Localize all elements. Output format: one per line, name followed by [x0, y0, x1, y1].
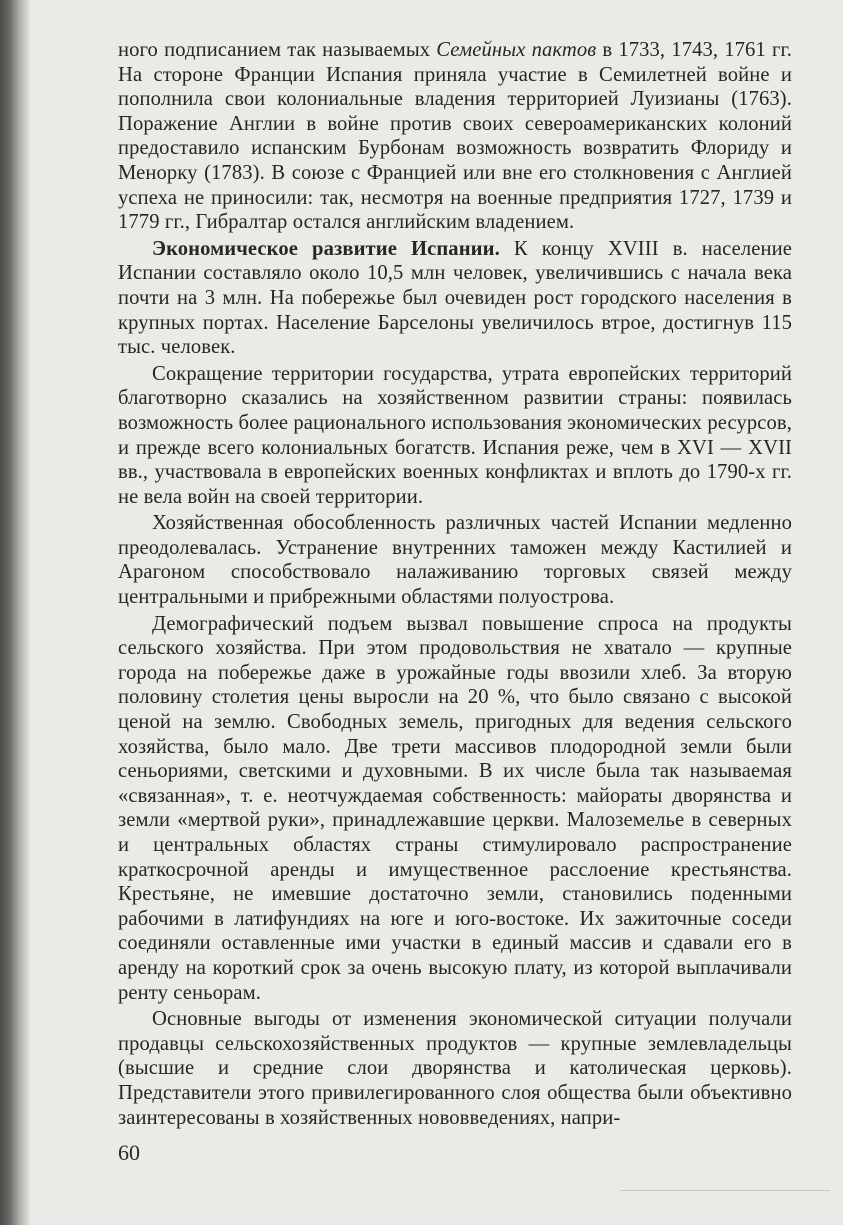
text-segment: Основные выгоды от изменения экономической ситуации получали продавцы сельскохозяйственных продуктов — крупные землевладельцы (высшие и средние слои дворянства и католическая церковь). Представители этого привилегированного слоя общества были объективно заинтересованы в хозяйственных нововведениях, напри- [118, 1008, 792, 1129]
paragraph-1 [118, 38, 792, 235]
paragraph-2 [118, 237, 792, 360]
text-segment: Демографический подъем вызвал повышение спроса на продукты сельского хозяйства. При этом продовольствия не хватало — крупные города на побережье даже в урожайные годы ввозили хлеб. За вторую половину столетия цены выросли на 20 %, что было связано с высокой ценой на землю. Свободных земель, пригодных для ведения сельского хозяйства, было мало. Две трети массивов плодородной земли были сеньориями, светскими и духовными. В их числе была так называемая «связанная», т. е. неотчуждаемая собственность: майораты дворянства и земли «мертвой руки», принадлежавшие церкви. Малоземелье в северных и центральных областях страны стимулировало распространение краткосрочной аренды и имущественное расслоение крестьянства. Крестьяне, не имевшие достаточно земли, становились поденными рабочими в латифундиях на юге и юго-востоке. Их зажиточные соседи соединяли оставленные ими участки в единый массив и сдавали его в аренду на короткий срок за очень высокую плату, из которой выплачивали ренту сеньорам. [118, 612, 792, 1004]
book-binding-shadow [0, 0, 30, 1225]
section-heading-economic-development: Экономическое развитие Испании. [152, 237, 500, 260]
scan-artifact-line [620, 1190, 830, 1191]
paragraph-3 [118, 362, 792, 510]
term-semeinye-pakty: Семейных пактов [436, 39, 597, 61]
text-segment: К концу XVIII в. население Испании составляло около 10,5 млн человек, увеличившись с начала века почти на 3 млн. На побережье был очевиден рост городского населения в крупных портах. Население Барселоны увеличилось втрое, достигнув 115 тыс. человек. [118, 237, 792, 359]
paragraph-4 [118, 511, 792, 609]
text-segment: Сокращение территории государства, утрата европейских территорий благотворно сказались на хозяйственном развитии страны: появилась возможность более рационального использования экономических ресурсов, и прежде всего колониальных богатств. Испания реже, чем в XVI — XVII вв., участвовала в европейских военных конфликтах и вплоть до 1790-х гг. не вела войн на своей территории. [118, 362, 792, 508]
text-segment: в 1733, 1743, 1761 гг. На стороне Франции Испания приняла участие в Семилетней войне и пополнила свои колониальные владения территорией Луизианы (1763). Поражение Англии в войне против своих североамериканских колоний предоставило испанским Бурбонам возможность возвратить Флориду и Менорку (1783). В союзе с Францией или вне его столкновения с Англией успеха не приносили: так, несмотря на военные предприятия 1727, 1739 и 1779 гг., Гибралтар остался английским владением. [118, 39, 792, 234]
text-segment: Хозяйственная обособленность различных частей Испании медленно преодолевалась. Устранение внутренних таможен между Кастилией и Арагоном способствовало налаживанию торговых связей между центральными и прибрежными областями полуострова. [118, 512, 792, 609]
body-text [118, 38, 792, 1130]
text-segment: ного подписанием так называемых [118, 39, 437, 61]
paragraph-6 [118, 1007, 792, 1130]
paragraph-5 [118, 612, 792, 1006]
page-number: 60 [118, 1140, 140, 1165]
